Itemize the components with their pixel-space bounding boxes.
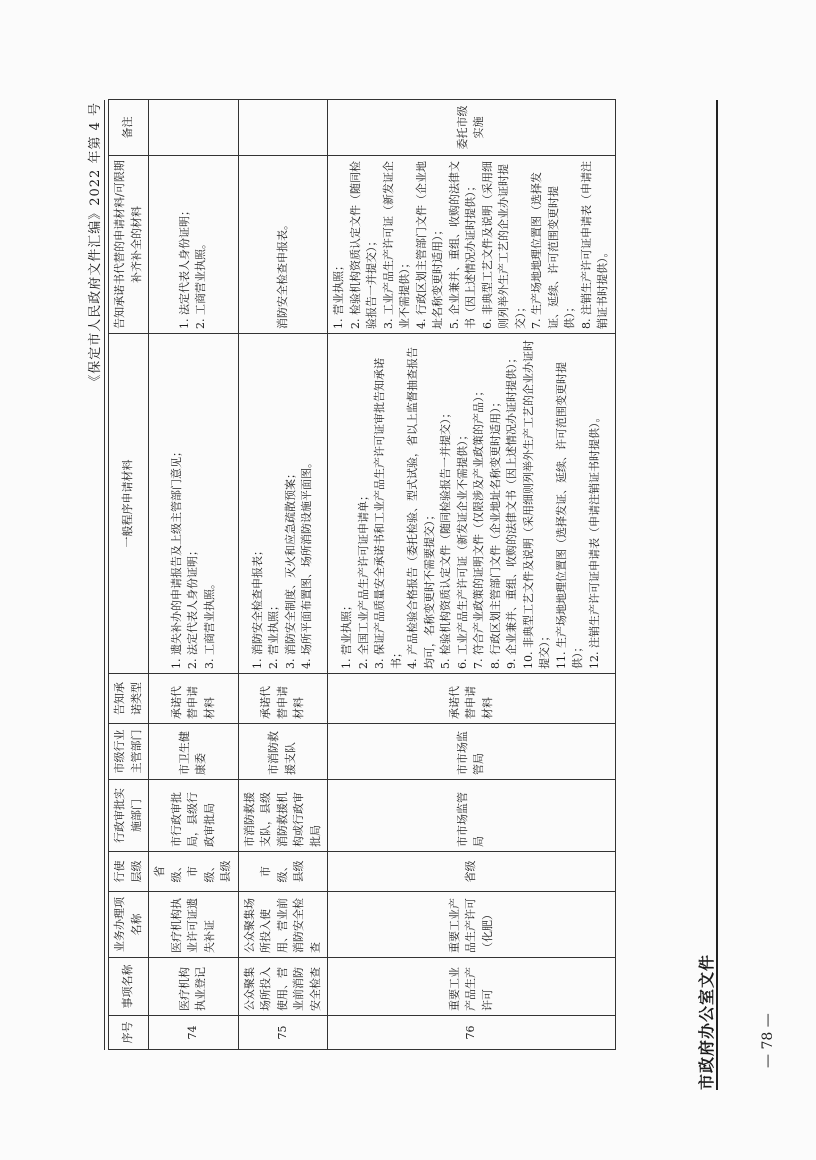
cell-seq: 76 [328, 1016, 616, 1050]
replaced-item: 7. 生产场地地理位置图（选择发证、延续、许可范围变更时提供）； [530, 172, 576, 329]
replaced-item: 5. 企业兼并、重组、收购的法律文书（因上述情况办证时提供）； [447, 161, 477, 329]
material-item: 2. 全国工业产品生产许可证申请单； [356, 490, 370, 669]
cell-note [238, 100, 328, 156]
col-header: 行政审批实施部门 [109, 780, 149, 852]
material-item: 4. 产品检验合格报告（委托检验、型式试验，省以上监督抽查报告均可，名称变更时不需要提交）； [406, 347, 436, 669]
cell-supervisor: 市市场监管局 [328, 724, 616, 780]
cell-dept: 市行政审批局，县级行政审批局 [149, 780, 239, 852]
header-rule-top [104, 100, 105, 1050]
material-item: 7. 符合产业政策的证明文件（仅限涉及产业政策的产品）； [472, 385, 486, 669]
col-header: 备注 [109, 100, 149, 156]
office-title: 市政府办公室文件 [697, 953, 716, 1090]
material-item: 1. 遗失补办的申请报告及上级主管部门意见； [169, 446, 183, 669]
cell-note: 委托市级实施 [328, 100, 616, 156]
material-item: 10. 非典型工艺文件及说明（采用细则列举外生产工艺的企业办证时提交）； [521, 340, 552, 669]
cell-sub-item: 医疗机构执业许可证遗失补证 [149, 892, 239, 958]
replaced-item: 2. 工商营业执照。 [194, 238, 208, 329]
replaced-item: 消防安全检查申报表。 [275, 219, 289, 329]
replaced-item: 1. 营业执照； [332, 260, 345, 329]
col-header: 告知承诺书代替的申请材料/可限期补齐补全的材料 [109, 156, 149, 334]
cell-level: 省级、市级、县级 [149, 852, 239, 892]
cell-replaced [149, 156, 239, 334]
material-item: 3. 工商营业执照。 [202, 578, 216, 669]
page-number: — 78 — [760, 1013, 776, 1068]
material-item: 3. 保证产品质量安全承诺书和工业产品生产许可证审批告知承诺书； [373, 358, 403, 669]
col-header: 序号 [109, 1016, 149, 1050]
replaced-item: 6. 非典型工艺文件及说明（采用细则列举外生产工艺的企业办证时提交）； [480, 161, 527, 329]
cell-seq: 75 [238, 1016, 328, 1050]
replaced-item: 4. 行政区划主管部门文件（企业地址名称变更时适用）； [414, 161, 444, 329]
material-item: 4. 场所平面布置图、场所消防设施平面图。 [300, 457, 314, 669]
table-header-row [109, 100, 149, 1050]
cell-replaced [328, 156, 616, 334]
cell-level: 市级、县级 [238, 852, 328, 892]
cell-materials [328, 334, 616, 674]
cell-replaced [238, 156, 328, 334]
cell-type: 承诺代替申请材料 [328, 674, 616, 724]
table-row [328, 100, 616, 1050]
cell-level: 省级 [328, 852, 616, 892]
cell-materials [149, 334, 239, 674]
material-item: 1. 消防安全检查申报表； [250, 545, 264, 669]
cell-item: 重要工业产品生产许可 [328, 958, 616, 1016]
cell-type: 承诺代替申请材料 [238, 674, 328, 724]
material-item: 2. 营业执照； [267, 600, 281, 669]
material-item: 9. 企业兼并、重组、收购的法律文书（因上述情况办证时提供）； [505, 352, 519, 669]
replaced-item: 1. 法定代表人身份证明； [177, 205, 191, 329]
material-item: 5. 检验机构资质认定文件（随同检验报告一并提交）； [439, 407, 453, 669]
col-header: 告知承诺类型 [109, 674, 149, 724]
col-header: 市级行业主管部门 [109, 724, 149, 780]
material-item: 2. 法定代表人身份证明； [186, 545, 199, 669]
cell-note [149, 100, 239, 156]
cell-seq: 74 [149, 1016, 239, 1050]
cell-supervisor: 市消防救援支队 [238, 724, 328, 780]
cell-item: 公众聚集场所投入使用、营业前消防安全检查 [238, 958, 328, 1016]
col-header: 事项名称 [109, 958, 149, 1016]
material-item: 3. 消防安全制度、灭火和应急疏散预案； [283, 468, 297, 669]
material-item: 12. 注销生产许可证申请表（申请注销证书时提供）。 [587, 411, 601, 669]
col-header: 业务办理项名称 [109, 892, 149, 958]
header-rule-bottom [716, 100, 718, 1090]
col-header: 一般程序申请材料 [109, 334, 149, 674]
replaced-item: 8. 注销生产许可证申请表（申请注销证书时提供）。 [579, 161, 609, 329]
cell-sub-item: 公众聚集场所投入使用、营业前消防安全检查 [238, 892, 328, 958]
cell-materials [238, 334, 328, 674]
replaced-item: 3. 工业产品生产许可证（新发证企业不需提供）； [381, 161, 411, 329]
material-item: 11. 生产场地地理位置图（选择发证、延续、许可范围变更时提供）； [554, 362, 585, 669]
cell-dept: 市消防救援支队，县级消防救援机构或行政审批局 [238, 780, 328, 852]
cell-type: 承诺代替申请材料 [149, 674, 239, 724]
replaced-item: 2. 检验机构资质认定文件（随同检验报告一并提交）； [348, 161, 378, 329]
table-row [238, 100, 328, 1050]
cell-sub-item: 重要工业产品生产许可（化肥） [328, 892, 616, 958]
col-header: 行使层级 [109, 852, 149, 892]
material-item: 1. 营业执照； [340, 600, 354, 669]
approval-table [108, 99, 616, 1050]
material-item: 8. 行政区划主管部门文件（企业地址名称变更时适用）； [488, 396, 502, 669]
material-item: 6. 工业产品生产许可证（新发证企业不需提供）； [455, 429, 469, 669]
cell-item: 医疗机构执业登记 [149, 958, 239, 1016]
cell-supervisor: 市卫生健康委 [149, 724, 239, 780]
cell-dept: 市市场监管局 [328, 780, 616, 852]
publication-title: 《保定市人民政府文件汇编》2022 年第 4 号 [88, 102, 103, 388]
table-row [149, 100, 239, 1050]
